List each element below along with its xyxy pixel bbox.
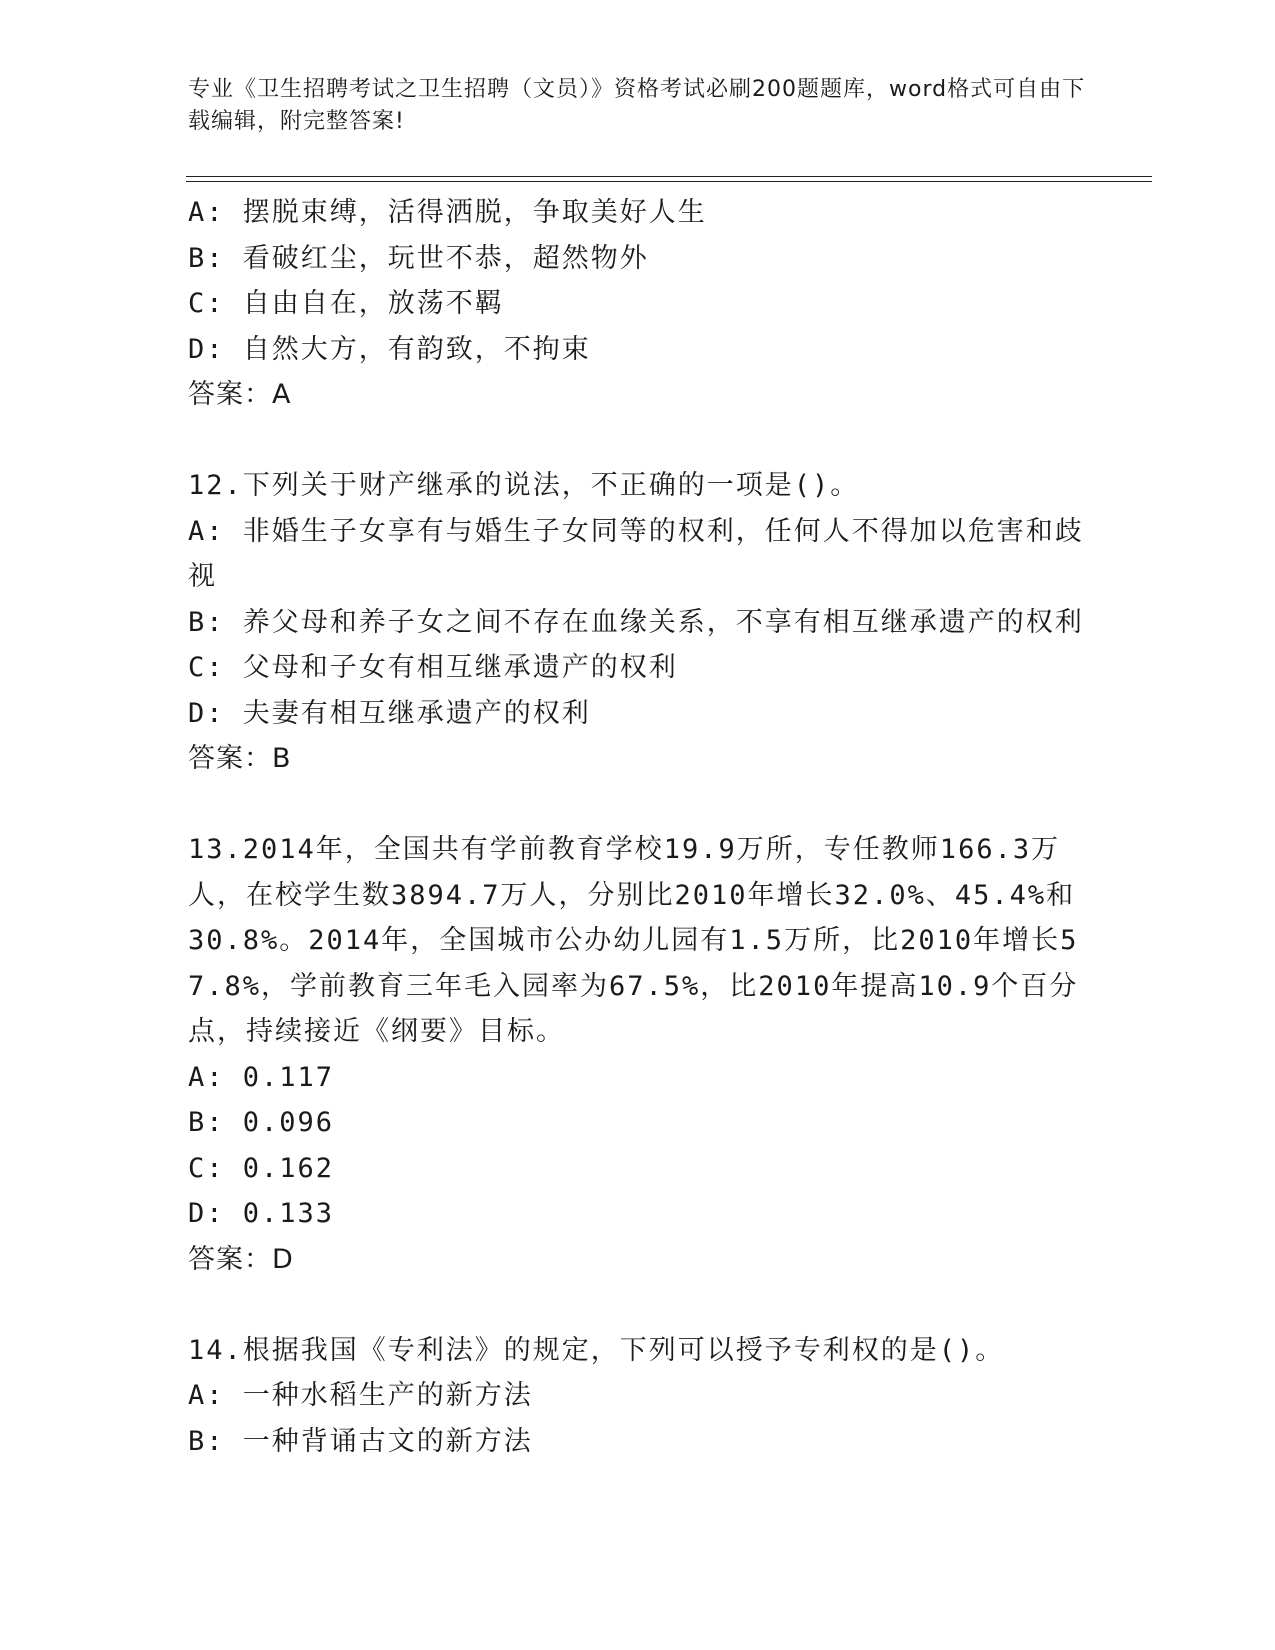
option-a: A: 摆脱束缚，活得洒脱，争取美好人生 bbox=[188, 197, 707, 228]
question-11 bbox=[188, 190, 1088, 418]
option-c: C: 父母和子女有相互继承遗产的权利 bbox=[188, 652, 678, 683]
option-a: A: 一种水稻生产的新方法 bbox=[188, 1380, 533, 1411]
question-stem: 14.根据我国《专利法》的规定，下列可以授予专利权的是()。 bbox=[188, 1334, 1005, 1366]
option-d: D: 0.133 bbox=[188, 1198, 335, 1229]
answer-line: 答案：A bbox=[188, 379, 292, 410]
answer-line: 答案：D bbox=[188, 1243, 294, 1275]
header-divider-bottom bbox=[186, 181, 1152, 182]
spacer bbox=[188, 418, 1088, 464]
option-b: B: 一种背诵古文的新方法 bbox=[188, 1425, 533, 1457]
question-content bbox=[188, 190, 1088, 1464]
option-b: B: 0.096 bbox=[188, 1107, 335, 1138]
question-13 bbox=[188, 827, 1088, 1282]
option-b: B: 养父母和养子女之间不存在血缘关系，不享有相互继承遗产的权利 bbox=[188, 606, 1084, 638]
option-c: C: 0.162 bbox=[188, 1152, 335, 1184]
question-stem: 12.下列关于财产继承的说法，不正确的一项是()。 bbox=[188, 470, 860, 501]
spacer bbox=[188, 1282, 1088, 1328]
option-d: D: 夫妻有相互继承遗产的权利 bbox=[188, 697, 591, 729]
answer-line: 答案：B bbox=[188, 743, 292, 774]
option-d: D: 自然大方，有韵致，不拘束 bbox=[188, 333, 591, 365]
header-divider-top bbox=[186, 176, 1152, 177]
option-a: A: 0.117 bbox=[188, 1061, 335, 1093]
option-b: B: 看破红尘，玩世不恭，超然物外 bbox=[188, 242, 649, 274]
question-stem: 13.2014年，全国共有学前教育学校19.9万所，专任教师166.3万人，在校学生数3894.7万人，分别比2010年增长32.0%、45.4%和30.8%。2014年，全国城市公办幼儿园有1.5万所，比2010年增长57.8%，学前教育三年毛入园率为67.5%，比2010年提高10.9个百分点，持续接近《纲要》目标。 bbox=[188, 834, 1079, 1047]
question-14 bbox=[188, 1328, 1088, 1465]
option-a: A: 非婚生子女享有与婚生子女同等的权利，任何人不得加以危害和歧视 bbox=[188, 515, 1084, 592]
question-12 bbox=[188, 463, 1088, 782]
spacer bbox=[188, 782, 1088, 828]
option-c: C: 自由自在，放荡不羁 bbox=[188, 288, 504, 319]
page-header-title: 专业《卫生招聘考试之卫生招聘（文员）》资格考试必刷200题题库，word格式可自由下载编辑，附完整答案! bbox=[188, 77, 1086, 134]
